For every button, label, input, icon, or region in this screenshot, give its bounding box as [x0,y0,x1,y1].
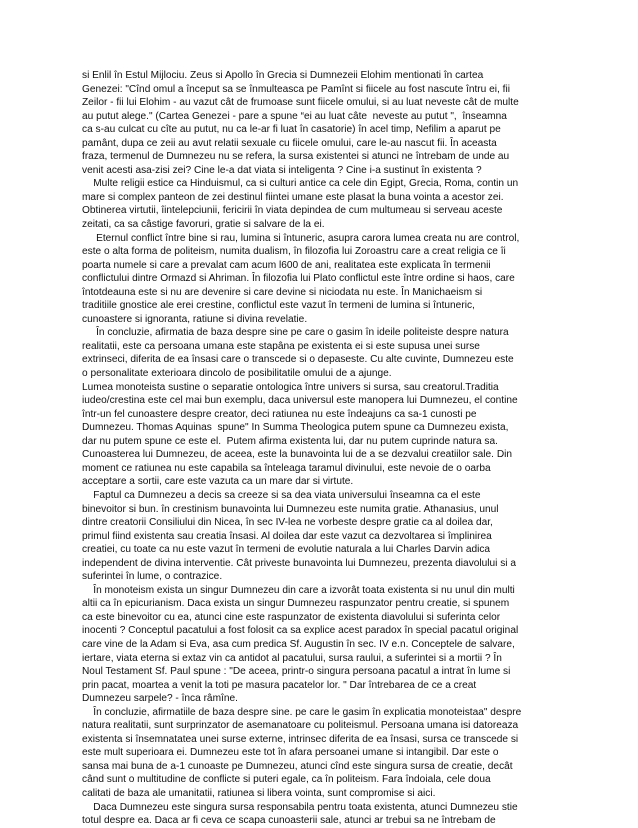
text-line: zeitati, ca sa câstige favoruri, gratie si salvare de la ei. [82,219,325,231]
text-line: pamânt, dupa ce zeii au avut relatii sexuale cu fiicele omului, care le-au nascut fii. În aceasta [82,137,497,149]
text-line: extrinseci, diferita de ea însasi care o transcede si o depaseste. Cu alte cuvinte, Dumnezeu este [82,354,514,366]
text-line: dar nu putem spune ce este el. Putem afirma existenta lui, dar nu putem cuprinde natura sa. [82,435,498,447]
text-line: În concluzie, afirmatia de baza despre sine pe care o gasim în ideile politeiste despre natura [82,327,509,339]
text-line: o personalitate exterioara dincolo de posibilitatile omului de a ajunge. [82,368,392,380]
text-line: Zeilor - fii lui Elohim - au vazut cât de frumoase sunt fiicele omului, si au luat neveste cât de multe [82,97,519,109]
document-page [82,69,564,828]
text-line: Cunoasterea lui Dumnezeu, de aceea, este la bunavointa lui de a se dezvalui creatiilor sale. Din [82,449,513,461]
document-body [82,69,564,828]
text-line: cunoastere si ignoranta, ratiune si divina revelatie. [82,313,308,325]
text-line: suferintei în lume, o contrazice. [82,571,223,583]
text-line: Daca Dumnezeu este singura sursa responsabila pentru toata existenta, atunci Dumnezeu stie [82,801,518,813]
text-line: Multe religii estice ca Hinduismul, ca si culturi antice ca cele din Egipt, Grecia, Roma, contin un [82,178,519,190]
text-line: realitatii, este ca persoana umana este stapâna pe existenta ei si este supusa unei surse [82,340,480,352]
text-line: ca s-au culcat cu cîte au putut, nu ca le-ar fi luat în casatorie) în acel timp, Nefilim a aparut pe [82,124,501,136]
text-line: moment ce ratiunea nu este capabila sa înteleaga taramul divinului, este nevoie de o oarba [82,462,491,474]
text-line: conflictului dintre Ormazd si Ahriman. În filozofia lui Plato conflictul este între ordine si haos, care [82,273,515,285]
text-line: Dumnezeu sarpele? - înca râmîne. [82,693,238,705]
text-line: Obtinerea virtutii, îintelepciunii, fericirii în viata depindea de cum multumeau si serveau aceste [82,205,503,217]
text-line: altii ca în epicurianism. Daca exista un singur Dumnezeu raspunzator pentru creatie, si spunem [82,598,510,610]
text-line: si Enlil în Estul Mijlociu. Zeus si Apollo în Grecia si Dumnezeii Elohim mentionati în cartea [82,70,484,81]
text-line: Genezei: "Cînd omul a început sa se înmulteasca pe Pamînt si fiicele au fost nascute întru ei, fii [82,83,510,95]
text-line: într-un fel cunoastere despre creator, deci ratiunea nu este îndeajuns ca sa-1 cunosti pe [82,408,477,420]
text-line: În monoteism exista un singur Dumnezeu din care a izvorât toata existenta si nu unul din multi [82,584,515,596]
text-line: au putut alege." (Cartea Genezei - pare a spune “ei au luat câte neveste au putut ", înseamna [82,110,507,122]
text-line: În concluzie, afirmatiile de baza despre sine. pe care le gasim în explicatia monoteistaa" despre [82,706,522,718]
text-line: traditiile gnostice ale erei crestine, conflictul este vazut în termeni de lumina si întuneric, [82,300,475,312]
text-line: este mult superioara ei. Dumnezeu este tot în afara persoanei umane si intangibil. Dar este o [82,747,499,759]
text-line: Lumea monoteista sustine o separatie ontologica între univers si sursa, sau creatorul.Traditia [82,381,499,393]
text-line: dintre creatorii Consiliului din Nicea, în sec IV-lea ne vorbeste despre gratie ca al doilea dar, [82,517,493,529]
text-line: calitati de baza ale umanitatii, ratiunea si libera vointa, sunt compromise si aici. [82,787,436,799]
text-line: primul fiind existenta sau creatia însasi. Al doilea dar este vazut ca dezvoltarea si împlinirea [82,530,492,542]
text-line: binevoitor si bun. în crestinism bunavointa lui Dumnezeu este numita gratie. Athanasius, unul [82,503,499,515]
text-line: creatiei, cu toate ca nu este vazut în termeni de evolutie naturala a lui Charles Darvin adica [82,544,491,556]
text-line: iudeo/crestina este cel mai bun exemplu, daca universul este manopera lui Dumnezeu, el contine [82,395,518,407]
text-line: Faptul ca Dumnezeu a decis sa creeze si sa dea viata universului înseamna ca el este [82,489,481,501]
text-line: Noul Testament Sf. Paul spune : "De aceea, printr-o singura persoana pacatul a intrat în lume si [82,666,511,678]
text-line: independent de divina interventie. Cât priveste bunavointa lui Dumnezeu, prezenta diavolului si a [82,557,516,569]
text-line: poarta numele si care a prevalat cam acum l600 de ani, realitatea este explicata în termenii [82,259,491,271]
text-line: prin pacat, moartea a venit la toti pe masura pacatelor lor. " Dar întrebarea de ce a creat [82,679,477,691]
text-line: acceptare a sortii, care este vazuta ca un mare dar si virtute. [82,476,354,488]
text-line: venit acesti asa-zisi zei? Cine le-a dat viata si inteligenta ? Cine i-a sustinut în existenta ? [82,164,482,176]
text-line: Eternul conflict între bine si rau, lumina si întuneric, asupra carora lumea creata nu are control, [82,232,520,244]
text-line: care vine de la Adam si Eva, asa cum predica Sf. Augustin în sec. IV e.n. Conceptele de salvare, [82,638,515,650]
text-line: ca este binevoitor cu ea, atunci cine este raspunzator de existenta diavolului si suferinta celor [82,611,501,623]
text-line: când sunt o multitudine de conflicte si puteri egale, ca în politeism. Fara îndoiala, cele doua [82,774,491,786]
text-line: inocenti ? Conceptul pacatului a fost folosit ca sa explice acest paradox în special pacatul original [82,625,519,637]
text-line: Dumnezeu. Thomas Aquinas spune" In Summa Theologica putem spune ca Dumnezeu exista, [82,422,509,434]
text-line: iertare, viata eterna si extaz vin ca antidot al pacatului, sursa raului, a suferintei si a mortii ? În [82,652,502,664]
text-line: este o alta forma de politeism, numita dualism, în filozofia lui Zoroastru care a creat religia ce îi [82,246,506,258]
text-line: natura realitatii, sunt surprinzator de asemanatoare cu politeismul. Persoana umana isi datoreaza [82,720,519,732]
text-line: fraza, termenul de Dumnezeu nu se refera, la sursa existentei si atunci ne întrebam de unde au [82,151,510,163]
text-line: sansa mai buna de a-1 cunoaste pe Dumnezeu, atunci cînd este singura sursa de creatie, decât [82,760,513,772]
text-line: mare si complex panteon de zei destinul fiintei umane este plasat la buna vointa a acestor zei. [82,191,504,203]
text-line: totul despre ea. Daca ar fi ceva ce scapa cunoasterii sale, atunci ar trebui sa ne întrebam de [82,815,496,827]
text-line: întotdeauna este si nu are devenire si care devine si niciodata nu este. În Manichaeism si [82,286,483,298]
text-line: existenta si însemnatatea unei surse externe, intrinsec diferita de ea însasi, sursa ce transcede si [82,733,519,745]
